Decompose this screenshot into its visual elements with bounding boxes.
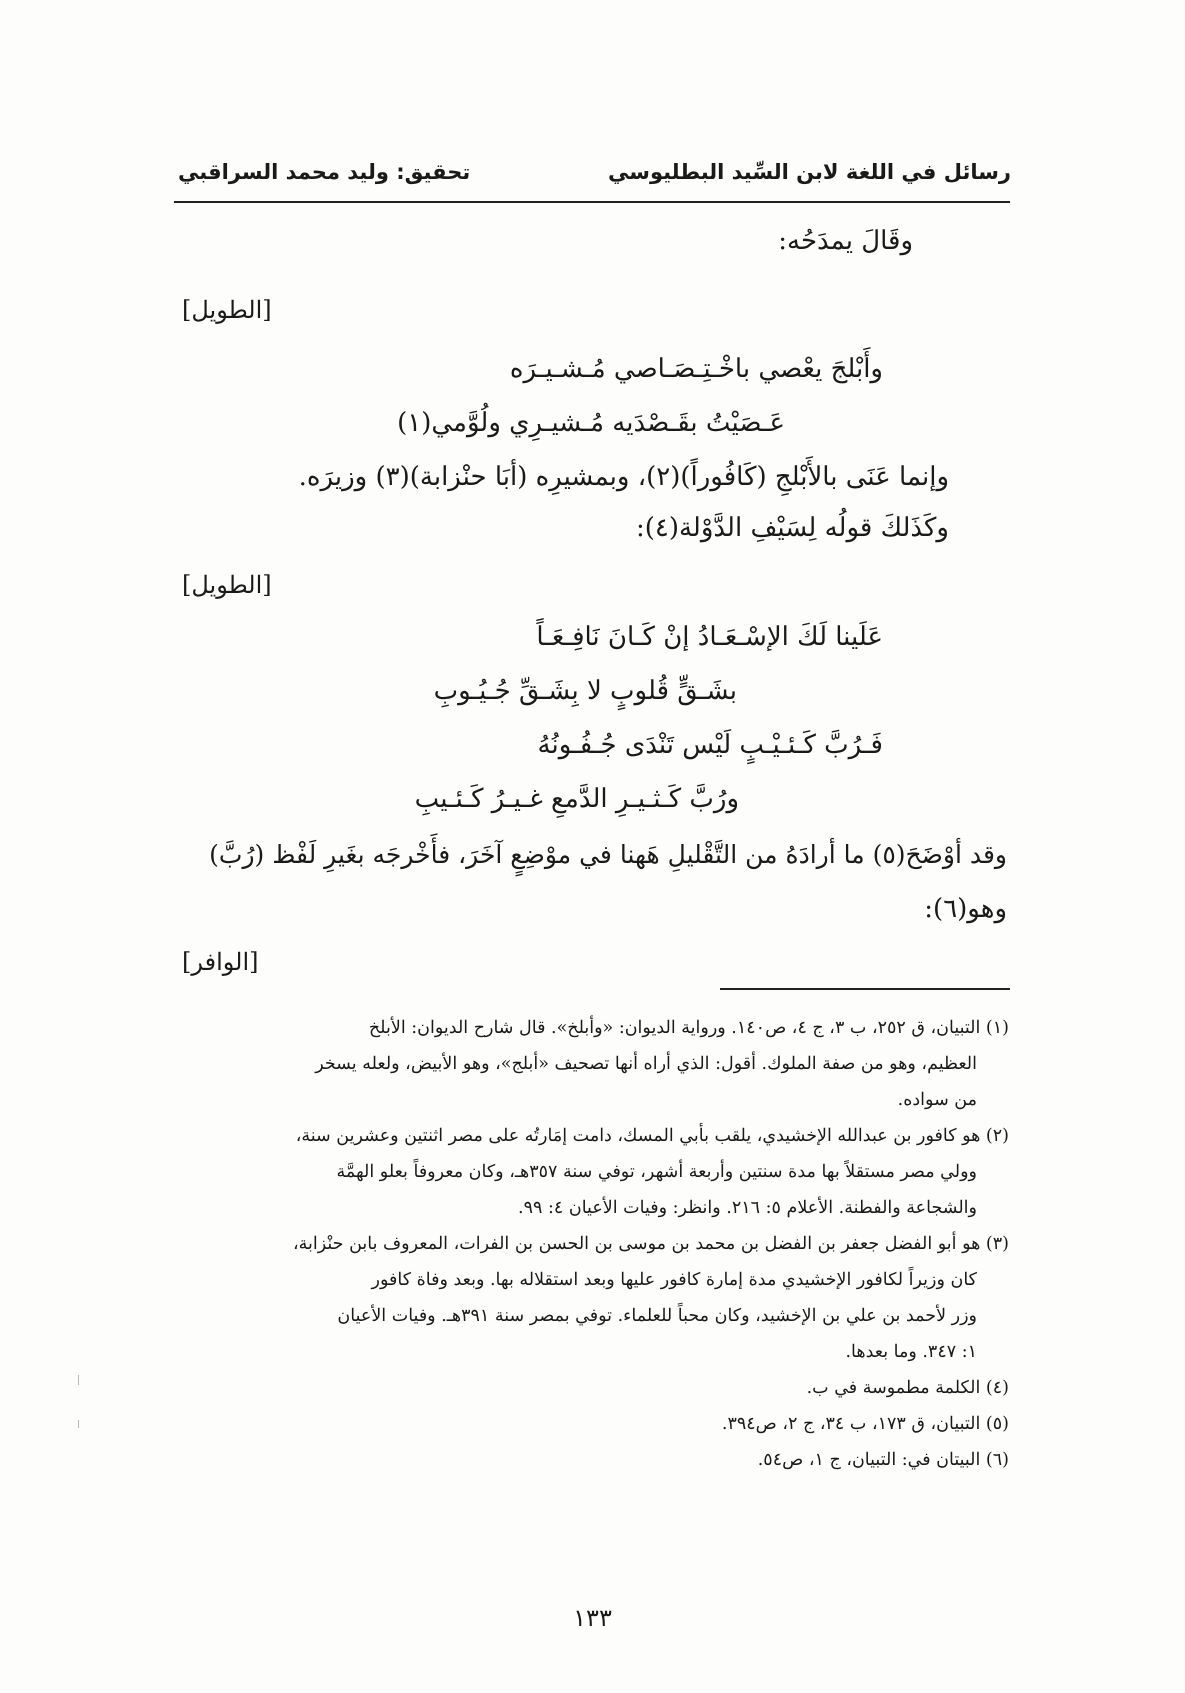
body-line: وإنما عَنَى بالأَبْلجِ (كَافُوراً)(٢)، وبمشيرِه (أبَا حنْزابة)(٣) وزيرَه. xyxy=(298,462,949,492)
header-rule xyxy=(174,201,1010,203)
verse-hemistich: عَلَينا لَكَ الإسْـعَـادُ إنْ كَـانَ نَافِـعَـاً xyxy=(536,622,883,652)
footnote-line: (٥) التبيان، ق ١٧٣، ب ٣٤، ج ٢، ص٣٩٤. xyxy=(721,1414,1009,1434)
footnote-line: (٤) الكلمة مطموسة في ب. xyxy=(806,1378,1009,1398)
footnote-line: والشجاعة والفطنة. الأعلام ٥: ٢١٦. وانظر: وفيات الأعيان ٤: ٩٩. xyxy=(518,1198,977,1218)
footnote-line: كان وزيراً لكافور الإخشيدي مدة إمارة كافور عليها وبعد استقلاله بها. وبعد وفاة كافور xyxy=(371,1270,977,1290)
footnote-line: ١: ٣٤٧. وما بعدها. xyxy=(845,1342,977,1362)
footnote-line: العظيم، وهو من صفة الملوك. أقول: الذي أراه أنها تصحيف «أبلج»، وهو الأبيض، ولعله يسخر xyxy=(315,1054,977,1074)
footnote-line: وولي مصر مستقلاً بها مدة سنتين وأربعة أشهر، توفي سنة ٣٥٧هـ، وكان معروفاً بعلو الهمَّة xyxy=(336,1162,977,1182)
meter-label: [الطويل] xyxy=(182,571,272,599)
running-header-editor: تحقيق: وليد محمد السراقبي xyxy=(178,160,471,184)
footnote-line: (٢) هو كافور بن عبدالله الإخشيدي، يلقب بأبي المسك، دامت إمَارتُه على مصر اثنتين وعشرين سنة، xyxy=(295,1126,1009,1146)
verse-hemistich: وأَبْلجَ يعْصي باخْـتِـصَـاصي مُـشـيـرَه xyxy=(509,354,883,384)
footnote-line: وزر لأحمد بن علي بن الإخشيد، وكان محباً للعلماء. توفي بمصر سنة ٣٩١هـ. وفيات الأعيان xyxy=(337,1306,977,1326)
footnote-line: (٣) هو أبو الفضل جعفر بن الفضل بن محمد بن موسى بن الحسن بن الفرات، المعروف بابن حنْزابة، xyxy=(292,1234,1009,1254)
footnote-line: من سواده. xyxy=(897,1090,977,1110)
page-number: ١٣٣ xyxy=(573,1604,612,1632)
body-line: وهو(٦): xyxy=(924,894,1007,924)
footnote-rule xyxy=(720,988,1010,990)
verse-hemistich: عَـصَيْتُ بقَـصْدَيه مُـشيـرِي ولُوَّمي(١) xyxy=(397,408,785,438)
footnote-line: (١) التبيان، ق ٢٥٢، ب ٣، ج ٤، ص١٤٠. ورواية الديوان: «وأبلخ». قال شارح الديوان: الأبلخ xyxy=(368,1018,1009,1038)
verse-hemistich: بشَـقٍّ قُلوبٍ لا بِشَـقِّ جُـيُـوبِ xyxy=(433,676,737,706)
scan-speck xyxy=(78,1420,79,1428)
footnote-line: (٦) البيتان في: التبيان، ج ١، ص٥٤. xyxy=(757,1450,1009,1470)
meter-label: [الوافر] xyxy=(182,948,259,976)
verse-hemistich: فَـرُبَّ كَـئـيْـبٍ لَيْس تَنْدَى جُـفُـونُهُ xyxy=(537,730,883,760)
running-header-title: رسائل في اللغة لابن السِّيد البطليوسي xyxy=(608,160,1011,184)
intro-line: وقَالَ يمدَحُه: xyxy=(778,226,913,256)
verse-hemistich: ورُبَّ كَـثـيـرِ الدَّمعِ غـيـرُ كَـئـيبِ xyxy=(414,784,739,814)
body-line: وقد أوْضَحَ(٥) ما أرادَهُ من التَّقْليلِ هَهنا في موْضِعٍ آخَرَ، فأَخْرجَه بغَيرِ لَفْظ (رُبَّ) xyxy=(209,840,1007,869)
meter-label: [الطويل] xyxy=(182,296,272,324)
body-line: وكَذَلكَ قولُه لِسَيْفِ الدَّوْلة(٤): xyxy=(635,513,949,543)
scan-speck xyxy=(78,1375,79,1385)
